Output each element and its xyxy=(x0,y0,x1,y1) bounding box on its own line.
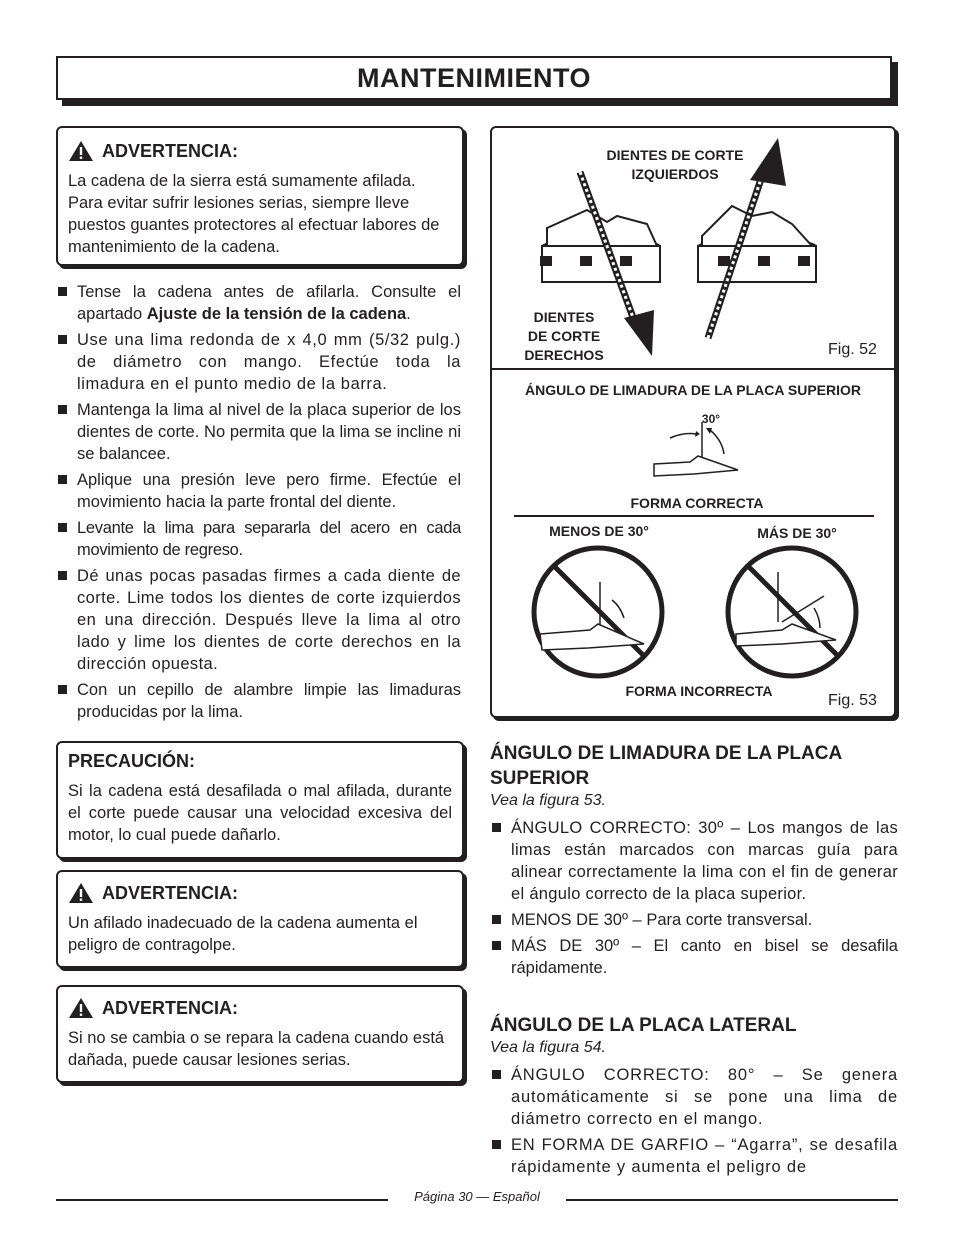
warning-icon xyxy=(68,997,94,1019)
bullet-square-icon xyxy=(492,915,501,924)
section-title: ÁNGULO DE LIMADURA DE LA PLACA SUPERIOR xyxy=(490,743,842,789)
less-than-30-label: MENOS DE 30° xyxy=(549,523,649,539)
page-header xyxy=(56,56,892,100)
see-figure-reference: Vea la figura 54. xyxy=(490,1039,606,1056)
bullet-square-icon xyxy=(492,1140,501,1149)
left-teeth-label: DIENTES DE CORTE IZQUIERDOS xyxy=(606,147,744,182)
caution-title: PRECAUCIÓN: xyxy=(68,751,196,771)
warning-title-row xyxy=(68,140,452,162)
warning-title-row xyxy=(68,882,452,904)
warning-text: Un afilado inadecuado de la cadena aumenta el peligro de contragolpe. xyxy=(68,914,418,954)
right-chain-drawing xyxy=(698,206,816,282)
list-item xyxy=(56,517,461,561)
warning-text: Si no se cambia o se repara la cadena cuando está dañada, puede causar lesiones serias. xyxy=(68,1029,445,1069)
list-item-bold-text: Ajuste de la tensión de la cadena xyxy=(146,305,407,323)
page-footer: Página 30 — Español xyxy=(414,1189,540,1204)
section-top-plate-angle xyxy=(490,741,898,983)
list-item-text: ÁNGULO CORRECTO: 80° – Se genera automáticamente si se pone una lima de diámetro correcto en el mango. xyxy=(511,1066,898,1128)
maintenance-steps-list xyxy=(56,281,461,727)
list-item-text: MENOS DE 30º – Para corte transversal. xyxy=(511,911,813,929)
warning-box-damaged-chain xyxy=(56,985,464,1083)
bullet-square-icon xyxy=(58,475,67,484)
warning-box-kickback xyxy=(56,870,464,968)
prohibited-more-than-30-icon xyxy=(722,542,862,682)
bullet-square-icon xyxy=(58,685,67,694)
correct-form-drawing xyxy=(642,418,752,488)
warning-icon xyxy=(68,140,94,162)
list-item xyxy=(56,329,461,395)
section-side-plate-angle xyxy=(490,1013,898,1182)
top-plate-angle-title: ÁNGULO DE LIMADURA DE LA PLACA SUPERIOR xyxy=(525,382,861,398)
incorrect-form-label: FORMA INCORRECTA xyxy=(625,683,773,699)
warning-icon xyxy=(68,882,94,904)
correct-form-underline xyxy=(514,515,874,517)
warning-text: La cadena de la sierra está sumamente afilada. Para evitar sufrir lesiones serias, siempre lleve puestos guantes protectores al efectuar labores de mantenimiento de la cadena. xyxy=(68,172,440,256)
warning-title: ADVERTENCIA: xyxy=(102,882,239,903)
bullet-square-icon xyxy=(58,287,67,296)
bullet-square-icon xyxy=(58,523,67,532)
list-item xyxy=(490,935,898,979)
bullet-square-icon xyxy=(58,571,67,580)
warning-title-row xyxy=(68,997,452,1019)
list-item-text: EN FORMA DE GARFIO – “Agarra”, se desafila rápidamente y aumenta el peligro de xyxy=(511,1136,898,1176)
list-item xyxy=(56,469,461,513)
section-list xyxy=(490,1064,898,1178)
right-teeth-label xyxy=(512,308,616,365)
caution-text: Si la cadena está desafilada o mal afilada, durante el corte puede causar una velocidad excesiva del motor, lo cual puede dañarlo. xyxy=(68,782,452,844)
list-item-text: Mantenga la lima al nivel de la placa superior de los dientes de corte. No permita que la lima se incline ni se balancee. xyxy=(77,401,461,463)
list-item-text: Dé unas pocas pasadas firmes a cada diente de corte. Lime todos los dientes de corte izquierdos en una dirección. Después lleve la lima al otro lado y lime los dientes de corte derechos en la dirección opuesta. xyxy=(77,567,461,673)
right-teeth-label-line: DE CORTE xyxy=(527,328,601,344)
list-item xyxy=(56,399,461,465)
bullet-square-icon xyxy=(492,823,501,832)
bullet-square-icon xyxy=(492,1070,501,1079)
list-item xyxy=(56,281,461,325)
right-teeth-label-line: DIENTES xyxy=(533,309,595,325)
list-item xyxy=(56,679,461,723)
list-item-text: ÁNGULO CORRECTO: 30º – Los mangos de las limas están marcados con marcas guía para alinear correctamente la lima con el fin de generar el ángulo correcto de la placa superior. xyxy=(511,819,898,903)
list-item-text: Use una lima redonda de x 4,0 mm (5/32 pulg.) de diámetro con mango. Efectúe toda la limadura en el punto medio de la barra. xyxy=(77,331,461,393)
figure-box xyxy=(490,126,896,718)
caution-box xyxy=(56,741,464,859)
more-than-30-label: MÁS DE 30° xyxy=(757,525,837,541)
list-item xyxy=(490,1134,898,1178)
list-item xyxy=(490,909,898,931)
correct-form-label: FORMA CORRECTA xyxy=(630,495,764,511)
list-item xyxy=(56,565,461,675)
footer-rule-left xyxy=(56,1199,388,1201)
figure-52-number: Fig. 52 xyxy=(828,341,877,358)
see-figure-reference: Vea la figura 53. xyxy=(490,792,606,809)
section-list xyxy=(490,817,898,979)
page-title: MANTENIMIENTO xyxy=(357,62,591,93)
figure-divider xyxy=(492,368,894,370)
right-teeth-label-line: DERECHOS xyxy=(524,347,604,363)
list-item xyxy=(490,817,898,905)
prohibited-less-than-30-icon xyxy=(528,542,668,682)
angle-30-label: 30° xyxy=(701,412,721,426)
list-item-text: Levante la lima para separarla del acero en cada movimiento de regreso. xyxy=(77,519,461,559)
list-item-text-end: . xyxy=(406,305,411,323)
warning-box-sharp-chain xyxy=(56,126,464,266)
list-item-text: Tense la cadena antes de afilarla. Consulte el apartado xyxy=(77,283,461,323)
list-item-text: Aplique una presión leve pero firme. Efectúe el movimiento hacia la parte frontal del diente. xyxy=(77,471,461,511)
warning-title: ADVERTENCIA: xyxy=(102,997,239,1018)
bullet-square-icon xyxy=(492,941,501,950)
section-title: ÁNGULO DE LA PLACA LATERAL xyxy=(490,1015,797,1036)
list-item-text: MÁS DE 30º – El canto en bisel se desafila rápidamente. xyxy=(511,937,898,977)
warning-title: ADVERTENCIA: xyxy=(102,140,239,161)
bullet-square-icon xyxy=(58,335,67,344)
figure-53-number: Fig. 53 xyxy=(828,692,877,709)
list-item xyxy=(490,1064,898,1130)
bullet-square-icon xyxy=(58,405,67,414)
footer-rule-right xyxy=(566,1199,898,1201)
list-item-text: Con un cepillo de alambre limpie las limaduras producidas por la lima. xyxy=(77,681,461,721)
